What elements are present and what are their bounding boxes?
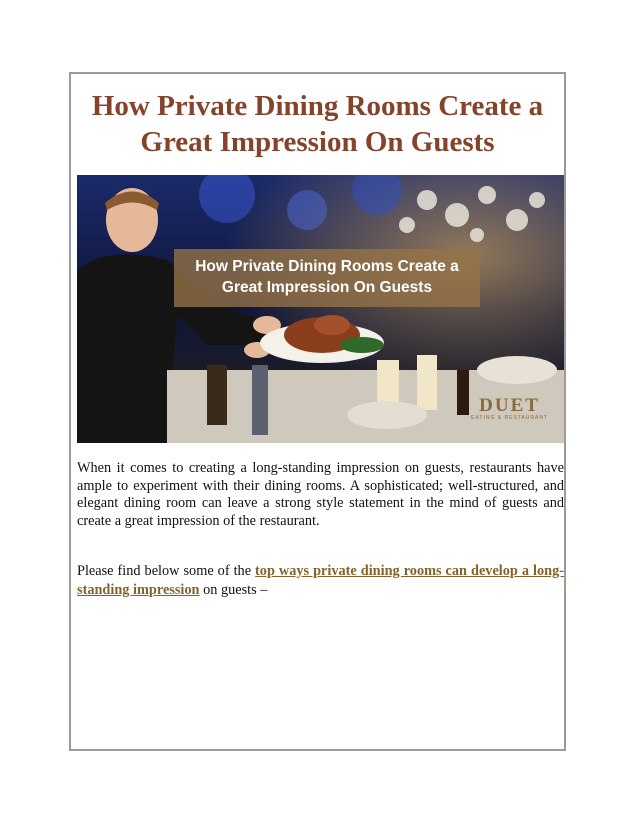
ways-paragraph-tail: on guests –: [199, 581, 268, 598]
ways-paragraph: [77, 562, 564, 599]
title-line-1: How Private Dining Rooms Create a: [91, 90, 544, 122]
overlay-line-1: How Private Dining Rooms Create a: [195, 258, 459, 275]
overlay-line-2: Great Impression On Guests: [221, 279, 433, 296]
logo-word: DUET: [479, 395, 540, 416]
hero-image: [77, 175, 564, 443]
page-title: [71, 88, 564, 160]
intro-paragraph: When it comes to creating a long-standing impression on guests, restaurants have ample to experiment with their dining rooms. A sophisticated; well-structured, and elegant dining room can leave a strong style statement in the mind of guests and create a great impression of the restaurant.: [77, 460, 564, 529]
top-ways-link[interactable]: top ways private dining rooms can develop a long-standing impression: [77, 563, 564, 598]
hero-overlay-caption: [174, 249, 480, 307]
title-line-2: Great Impression On Guests: [140, 126, 495, 158]
logo-subtitle: EATING & RESTAURANT: [471, 415, 548, 421]
document-page: [69, 72, 566, 751]
ways-paragraph-lead: Please find below some of the: [77, 563, 256, 579]
duet-logo: [471, 397, 548, 421]
